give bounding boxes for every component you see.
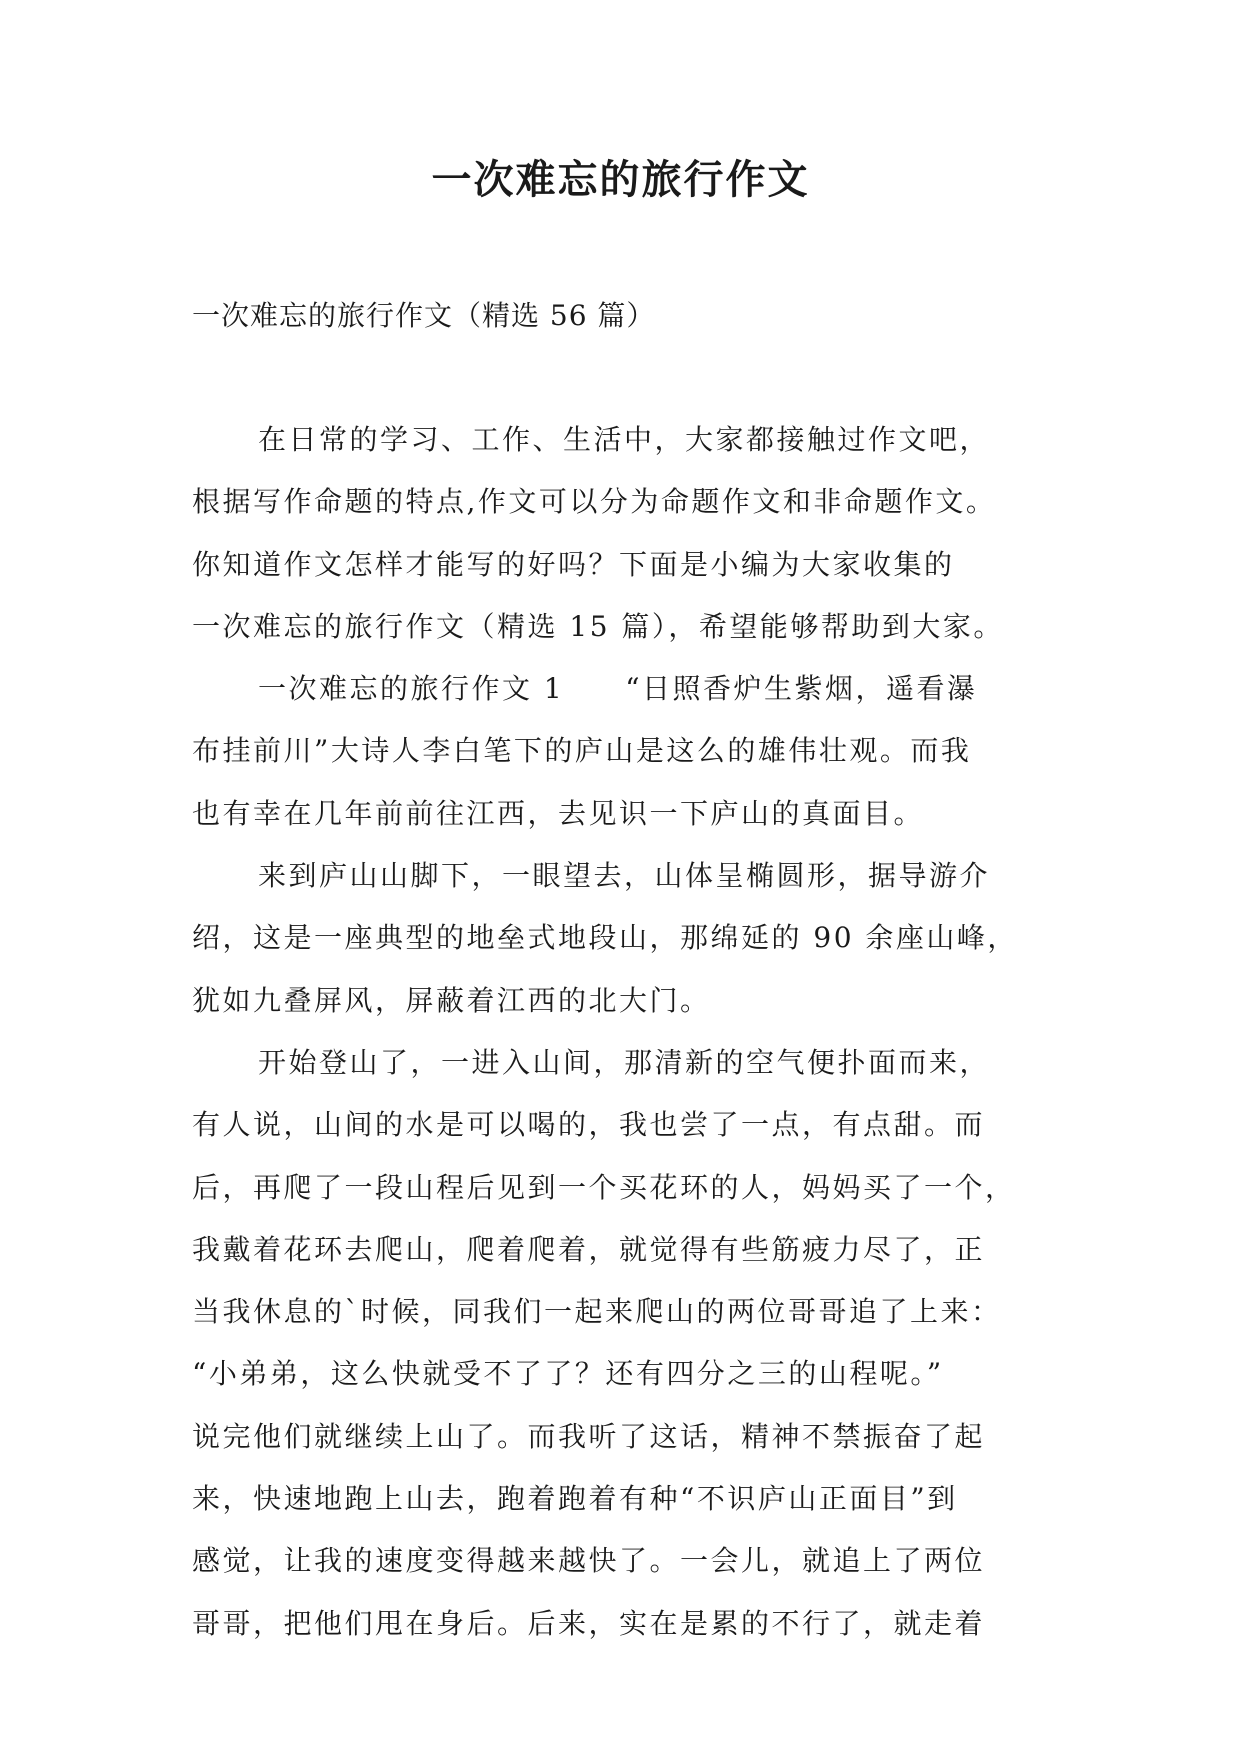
body-line: 我戴着花环去爬山，爬着爬着，就觉得有些筋疲力尽了，正 bbox=[192, 1232, 986, 1266]
document-body bbox=[192, 409, 1092, 1655]
body-line: 根据写作命题的特点,作文可以分为命题作文和非命题作文。 bbox=[192, 485, 997, 519]
body-line: 哥哥，把他们甩在身后。后来，实在是累的不行了，就走着 bbox=[192, 1606, 986, 1640]
document-title: 一次难忘的旅行作文 bbox=[431, 156, 810, 203]
body-line: 绍，这是一座典型的地垒式地段山，那绵延的 90 余座山峰， bbox=[192, 921, 1018, 955]
body-line: 布挂前川”大诗人李白笔下的庐山是这么的雄伟壮观。而我 bbox=[192, 734, 972, 768]
body-line: 当我休息的`时候，同我们一起来爬山的两位哥哥追了上来： bbox=[192, 1295, 1002, 1329]
body-line: 后，再爬了一段山程后见到一个买花环的人，妈妈买了一个， bbox=[192, 1170, 1016, 1204]
body-line: 感觉，让我的速度变得越来越快了。一会儿，就追上了两位 bbox=[192, 1544, 986, 1578]
body-line: 有人说，山间的水是可以喝的，我也尝了一点，有点甜。而 bbox=[192, 1108, 986, 1142]
body-line: 你知道作文怎样才能写的好吗？下面是小编为大家收集的 bbox=[192, 547, 955, 581]
body-line: 开始登山了，一进入山间，那清新的空气便扑面而来， bbox=[258, 1045, 991, 1079]
body-line: 一次难忘的旅行作文（精选 15 篇），希望能够帮助到大家。 bbox=[192, 609, 1004, 643]
body-line: 一次难忘的旅行作文 1 “日照香炉生紫烟，遥看瀑 bbox=[258, 672, 978, 706]
body-line: 在日常的学习、工作、生活中，大家都接触过作文吧， bbox=[258, 423, 991, 456]
body-line: 犹如九叠屏风，屏蔽着江西的北大门。 bbox=[192, 983, 711, 1017]
body-line: 说完他们就继续上山了。而我听了这话，精神不禁振奋了起 bbox=[192, 1419, 986, 1453]
body-line: 也有幸在几年前前往江西，去见识一下庐山的真面目。 bbox=[192, 796, 925, 830]
body-line: “小弟弟，这么快就受不了了？还有四分之三的山程呢。” bbox=[192, 1357, 944, 1391]
document-subtitle: 一次难忘的旅行作文（精选 56 篇） bbox=[192, 299, 656, 332]
body-line: 来，快速地跑上山去，跑着跑着有种“不识庐山正面目”到 bbox=[192, 1482, 958, 1516]
body-line: 来到庐山山脚下，一眼望去，山体呈椭圆形，据导游介 bbox=[258, 859, 991, 893]
